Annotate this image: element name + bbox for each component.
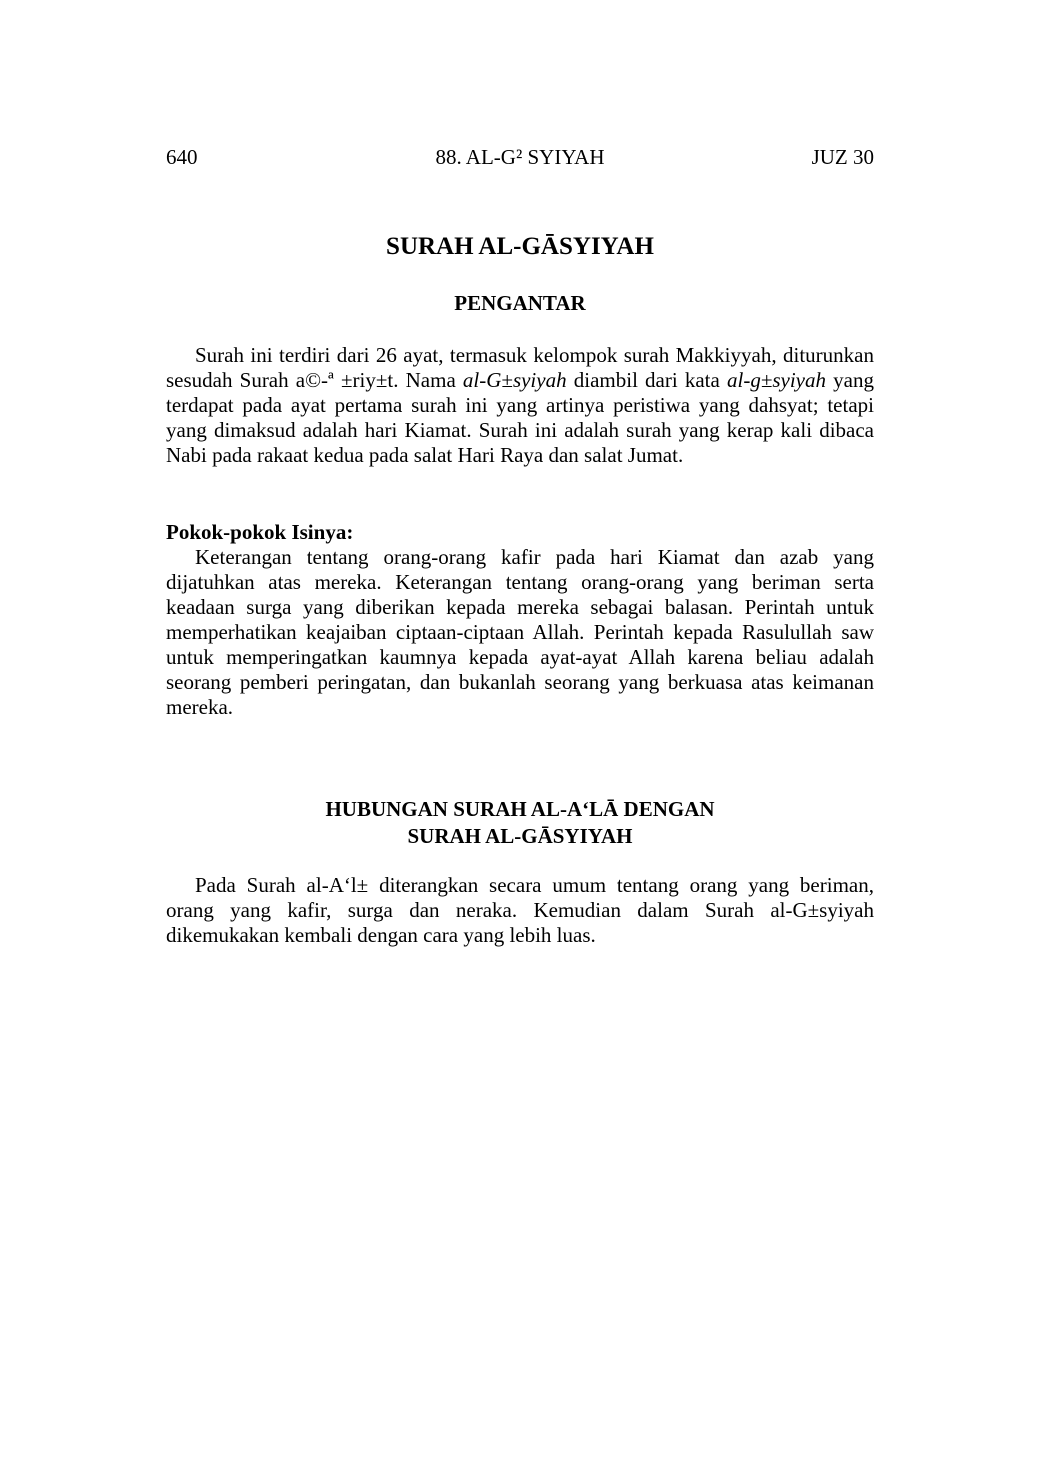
intro-text-1: Surah ini terdiri dari 26 ayat, termasuk kelompok surah Makkiyyah, diturunkan sesudah Surah a©-ª ±riy±t. Nama — [166, 343, 874, 392]
relation-heading-line-1: HUBUNGAN SURAH AL-A‘LĀ DENGAN — [325, 797, 715, 821]
introduction-heading: PENGANTAR — [454, 291, 586, 315]
juz-label: JUZ 30 — [811, 145, 874, 169]
intro-text-2: diambil dari kata — [566, 368, 727, 392]
intro-italic-name: al-G±syiyah — [462, 368, 567, 392]
relation-paragraph: Pada Surah al-A‘l± diterangkan secara umum tentang orang yang beriman, orang yang kafir, surga dan neraka. Kemudian dalam Surah al-G±syiyah dikemukakan kembali dengan cara yang lebih luas. — [166, 873, 874, 947]
contents-heading: Pokok-pokok Isinya: — [166, 520, 354, 544]
introduction-paragraph — [166, 343, 874, 468]
surah-title: SURAH AL-GĀSYIYAH — [386, 233, 654, 260]
relation-heading-line-2: SURAH AL-GĀSYIYAH — [407, 824, 633, 848]
running-header — [166, 145, 874, 173]
page-number: 640 — [166, 145, 198, 169]
intro-italic-word: al-g±syiyah — [727, 368, 827, 392]
chapter-header: 88. AL-G² SYIYAH — [435, 145, 605, 169]
relation-heading — [166, 796, 874, 850]
contents-paragraph: Keterangan tentang orang-orang kafir pada hari Kiamat dan azab yang dijatuhkan atas mereka. Keterangan tentang orang-orang yang beriman serta keadaan surga yang diberikan kepada mereka sebagai balasan. Perintah untuk memperhatikan keajaiban ciptaan-ciptaan Allah. Perintah kepada Rasulullah saw untuk memperingatkan kaumnya kepada ayat-ayat Allah karena beliau adalah seorang pemberi peringatan, dan bukanlah seorang yang berkuasa atas keimanan mereka. — [166, 545, 874, 719]
intro-text-3: yang terdapat pada ayat pertama surah ini yang artinya peristiwa yang dahsyat; tetapi yang dimaksud adalah hari Kiamat. Surah ini adalah surah yang kerap kali dibaca Nabi pada rakaat kedua pada salat Hari Raya dan salat Jumat. — [166, 368, 874, 467]
